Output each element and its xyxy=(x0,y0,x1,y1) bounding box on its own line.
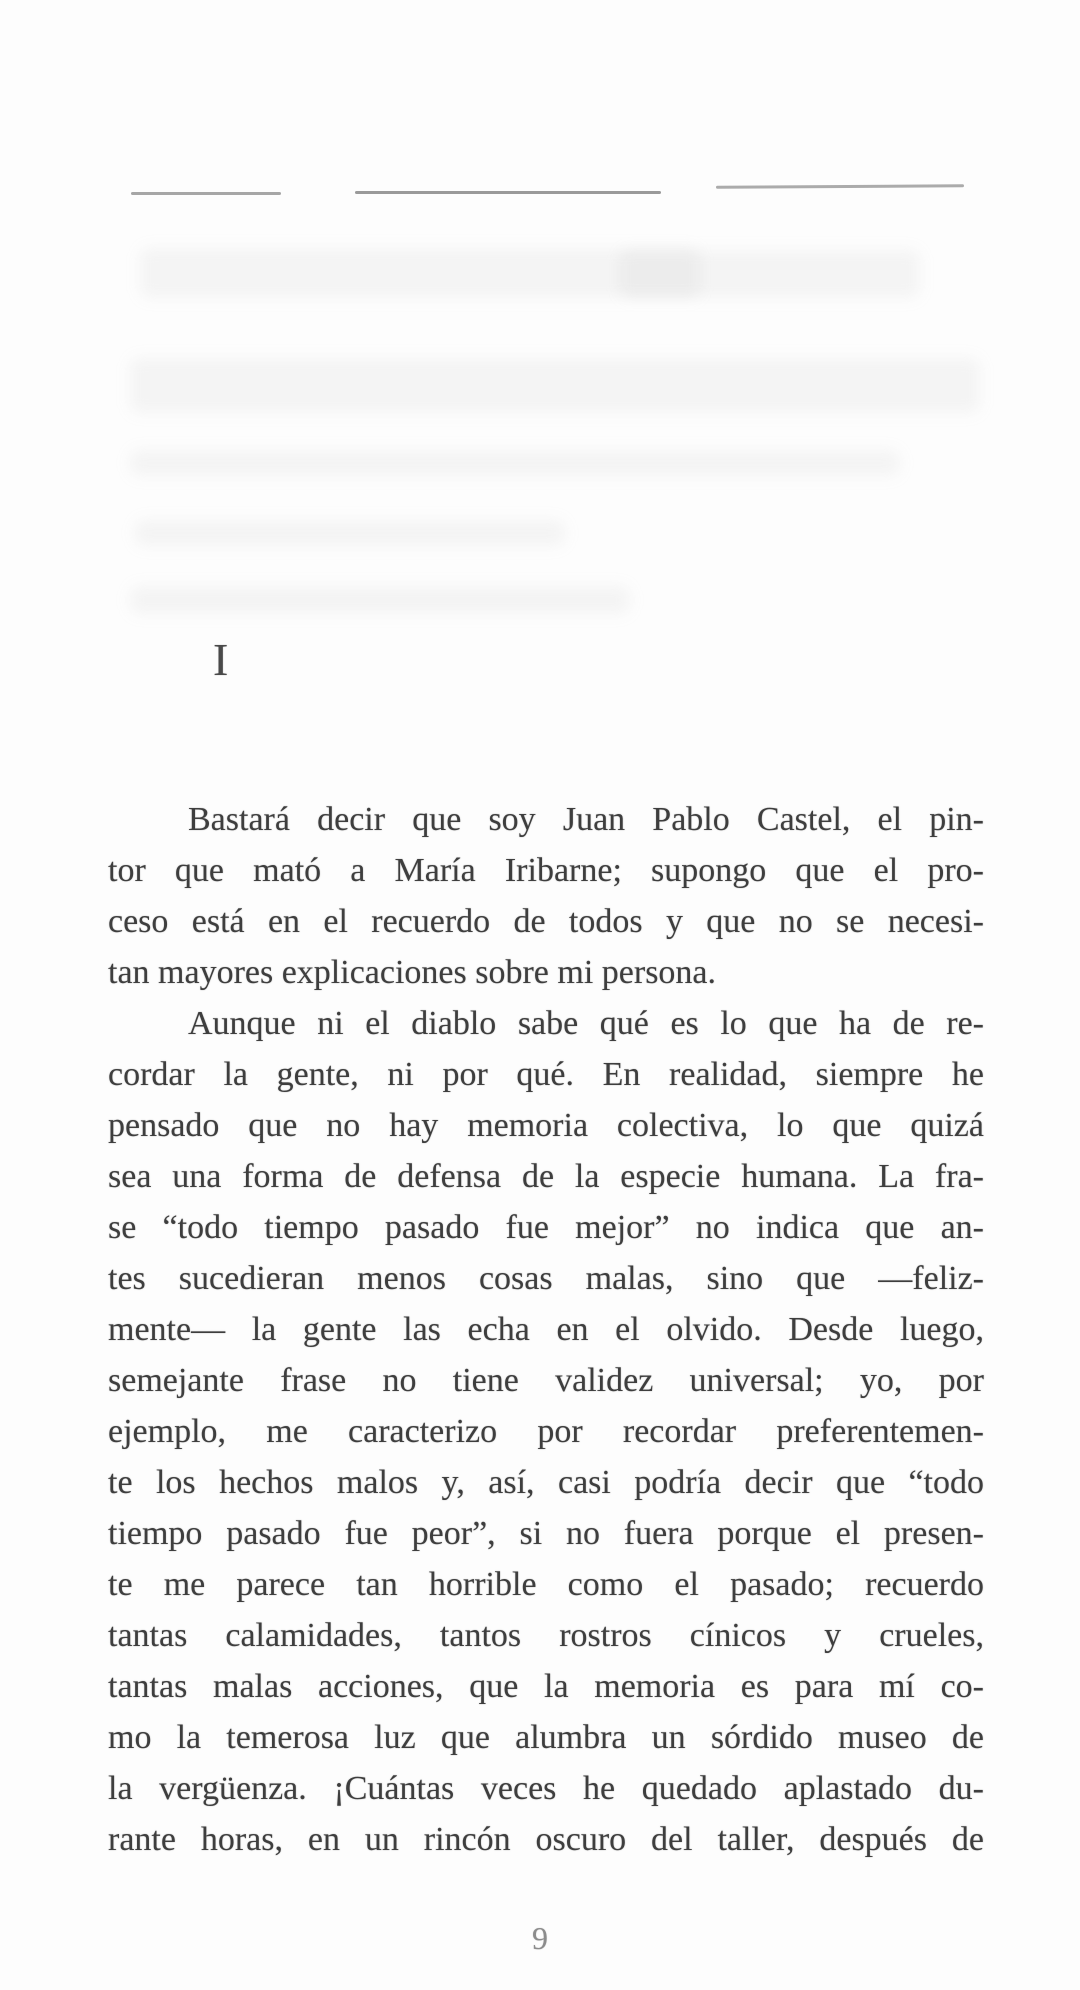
bleedthrough-ghost xyxy=(135,520,565,546)
header-rule-segment xyxy=(355,191,661,194)
text-line: sea una forma de defensa de la especie humana. La fra- xyxy=(108,1158,984,1195)
text-line: tan mayores explicaciones sobre mi persona. xyxy=(108,954,717,991)
text-line: mente— la gente las echa en el olvido. Desde luego, xyxy=(108,1311,984,1348)
text-line: te los hechos malos y, así, casi podría decir que “todo xyxy=(108,1464,984,1501)
text-line: ejemplo, me caracterizo por recordar preferentemen- xyxy=(108,1413,984,1450)
text-line: tes sucedieran menos cosas malas, sino que —feliz- xyxy=(108,1260,984,1297)
text-line: ceso está en el recuerdo de todos y que no se necesi- xyxy=(108,903,984,940)
text-line: rante horas, en un rincón oscuro del taller, después de xyxy=(108,1821,984,1858)
text-line: la vergüenza. ¡Cuántas veces he quedado aplastado du- xyxy=(108,1770,984,1807)
text-line: se “todo tiempo pasado fue mejor” no indica que an- xyxy=(108,1209,984,1246)
text-line: tantas calamidades, tantos rostros cínicos y crueles, xyxy=(108,1617,984,1654)
bleedthrough-ghost xyxy=(130,586,630,614)
header-rule-segment xyxy=(131,192,281,195)
page-number: 9 xyxy=(532,1920,548,1956)
header-rule-segment xyxy=(716,184,964,189)
text-line: Bastará decir que soy Juan Pablo Castel, el pin- xyxy=(188,801,984,838)
chapter-heading: I xyxy=(213,634,229,685)
text-line: cordar la gente, ni por qué. En realidad, siempre he xyxy=(108,1056,984,1093)
text-line: te me parece tan horrible como el pasado; recuerdo xyxy=(108,1566,984,1603)
bleedthrough-ghost xyxy=(130,450,900,476)
text-line: Aunque ni el diablo sabe qué es lo que ha de re- xyxy=(188,1005,984,1042)
text-line: pensado que no hay memoria colectiva, lo que quizá xyxy=(108,1107,984,1144)
bleedthrough-ghost xyxy=(130,358,980,413)
text-line: tantas malas acciones, que la memoria es para mí co- xyxy=(108,1668,984,1705)
text-line: tiempo pasado fue peor”, si no fuera porque el presen- xyxy=(108,1515,984,1552)
text-line: semejante frase no tiene validez universal; yo, por xyxy=(108,1362,984,1399)
body-text xyxy=(108,794,984,1865)
text-line: mo la temerosa luz que alumbra un sórdido museo de xyxy=(108,1719,984,1756)
bleedthrough-ghost xyxy=(140,248,700,298)
text-line: tor que mató a María Iribarne; supongo que el pro- xyxy=(108,852,984,889)
bleedthrough-ghost xyxy=(620,250,920,298)
